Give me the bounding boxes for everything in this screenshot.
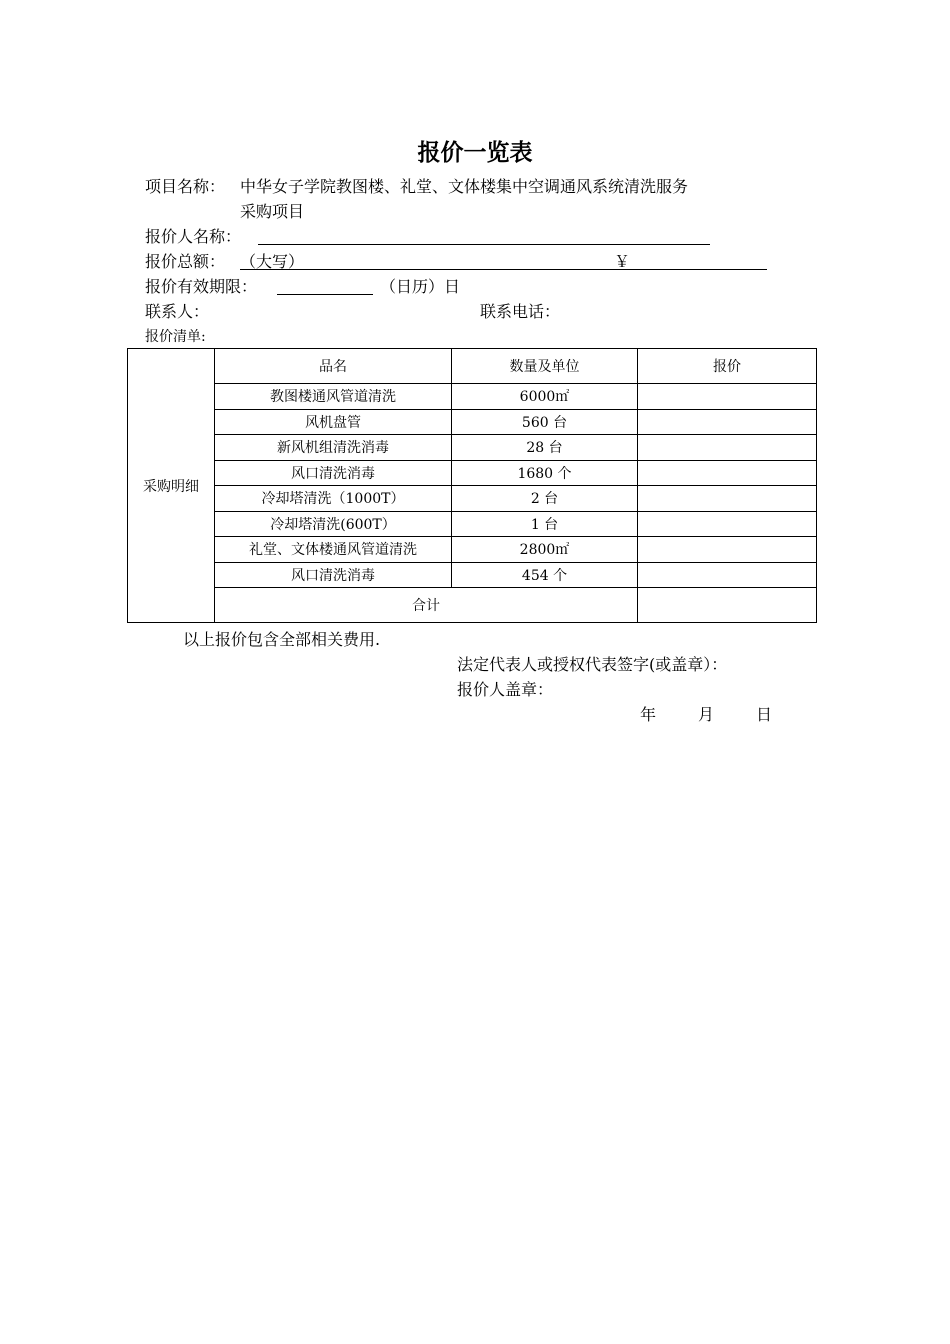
- contact-phone-label: 联系电话：: [480, 302, 561, 321]
- group-label-cell: 采购明细: [128, 349, 215, 623]
- row-name: 礼堂、文体楼通风管道清洗: [215, 537, 452, 563]
- row-name: 冷却塔清洗(600T）: [215, 511, 452, 537]
- row-price[interactable]: [638, 486, 817, 512]
- row-name: 新风机组清洗消毒: [215, 435, 452, 461]
- header-price: 报价: [638, 349, 817, 384]
- row-price[interactable]: [638, 562, 817, 588]
- table-row: [128, 537, 817, 563]
- representative-sign-label: 法定代表人或授权代表签字(或盖章）：: [457, 655, 728, 674]
- row-name: 风口清洗消毒: [215, 460, 452, 486]
- row-name: 风机盘管: [215, 409, 452, 435]
- total-upper-label: （大写）: [240, 252, 305, 271]
- row-price[interactable]: [638, 537, 817, 563]
- row-qty: 2 台: [452, 486, 638, 512]
- total-row-value[interactable]: [638, 588, 817, 623]
- row-price[interactable]: [638, 384, 817, 410]
- project-name-line1: 中华女子学院教图楼、礼堂、文体楼集中空调通风系统清洗服务: [240, 177, 689, 196]
- header-name: 品名: [215, 349, 452, 384]
- row-price[interactable]: [638, 511, 817, 537]
- total-row-label: 合计: [215, 588, 638, 623]
- row-qty: 2800㎡: [452, 537, 638, 563]
- row-qty: 1680 个: [452, 460, 638, 486]
- row-qty: 454 个: [452, 562, 638, 588]
- row-qty: 28 台: [452, 435, 638, 461]
- list-label: 报价清单:: [145, 329, 206, 345]
- row-name: 风口清洗消毒: [215, 562, 452, 588]
- header-qty: 数量及单位: [452, 349, 638, 384]
- row-name: 冷却塔清洗（1000T）: [215, 486, 452, 512]
- total-underline[interactable]: [240, 269, 767, 270]
- row-price[interactable]: [638, 435, 817, 461]
- row-price[interactable]: [638, 409, 817, 435]
- bidder-underline[interactable]: [258, 244, 710, 245]
- contact-person-label: 联系人：: [145, 302, 210, 321]
- table-row: [128, 511, 817, 537]
- table-row: [128, 384, 817, 410]
- bidder-seal-label: 报价人盖章：: [457, 680, 554, 699]
- fee-note: 以上报价包含全部相关费用.: [183, 630, 381, 649]
- date-month: 月: [698, 705, 715, 724]
- page-title: 报价一览表: [417, 140, 533, 166]
- row-qty: 1 台: [452, 511, 638, 537]
- validity-underline[interactable]: [277, 294, 373, 295]
- project-name-line2: 采购项目: [240, 202, 305, 221]
- total-label: 报价总额：: [145, 252, 226, 271]
- row-qty: 6000㎡: [452, 384, 638, 410]
- project-label: 项目名称：: [145, 177, 226, 196]
- bidder-label: 报价人名称：: [145, 227, 242, 246]
- total-yen-sign: ￥: [614, 252, 631, 271]
- row-qty: 560 台: [452, 409, 638, 435]
- date-year: 年: [640, 705, 657, 724]
- row-price[interactable]: [638, 460, 817, 486]
- table-row: [128, 435, 817, 461]
- table-total-row: [128, 588, 817, 623]
- validity-label: 报价有效期限：: [145, 277, 258, 296]
- table-row: [128, 486, 817, 512]
- table-row: [128, 562, 817, 588]
- validity-suffix: （日历）日: [380, 277, 461, 296]
- table-row: [128, 460, 817, 486]
- quote-table: [127, 348, 817, 623]
- table-row: [128, 409, 817, 435]
- date-day: 日: [756, 705, 773, 724]
- row-name: 教图楼通风管道清洗: [215, 384, 452, 410]
- table-header-row: [128, 349, 817, 384]
